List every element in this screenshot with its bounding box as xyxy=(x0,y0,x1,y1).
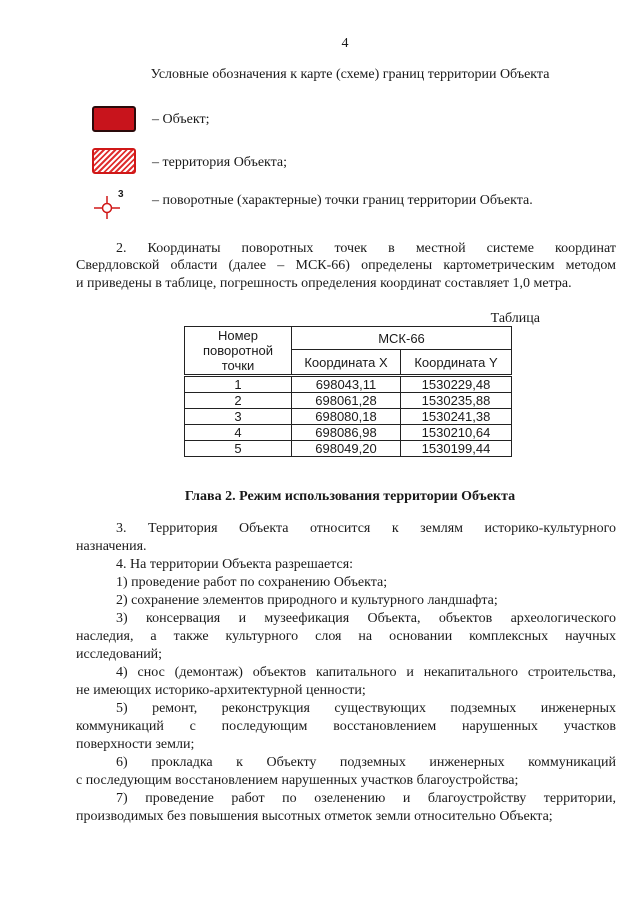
table-row xyxy=(185,441,512,457)
list-item-5-line1: 5) ремонт, реконструкция существующих подземных инженерных xyxy=(116,701,616,716)
paragraph-2-line2: Свердловской области (далее – МСК-66) определены картометрическим методом xyxy=(76,258,616,273)
list-item-7-line2: производимых без повышения высотных отметок земли относительно Объекта; xyxy=(76,809,553,824)
territory-hatch-icon xyxy=(92,148,136,174)
cell-coord-x: 698043,11 xyxy=(292,376,401,393)
header-msk66: МСК-66 xyxy=(292,327,512,350)
turning-point-icon xyxy=(92,186,136,220)
cell-point-number: 5 xyxy=(185,441,292,457)
cell-coord-y: 1530229,48 xyxy=(401,376,512,393)
list-item-4-line1: 4) снос (демонтаж) объектов капитального и некапитального строительства, xyxy=(116,665,616,680)
list-item-7-line1: 7) проведение работ по озеленению и благоустройству территории, xyxy=(116,791,616,806)
table-row xyxy=(185,425,512,441)
list-item-6-line2: с последующим восстановлением нарушенных участков благоустройства; xyxy=(76,773,519,788)
cell-coord-y: 1530210,64 xyxy=(401,425,512,441)
list-item-3-line3: исследований; xyxy=(76,647,163,662)
header-coord-x: Координата X xyxy=(292,350,401,376)
item-4: 4. На территории Объекта разрешается: xyxy=(116,557,354,572)
item-3-line1: 3. Территория Объекта относится к землям историко-культурного xyxy=(116,521,616,536)
coordinates-table xyxy=(184,326,512,457)
list-item-2: 2) сохранение элементов природного и культурного ландшафта; xyxy=(116,593,498,608)
paragraph-2-line1: 2. Координаты поворотных точек в местной системе координат xyxy=(116,241,616,256)
table-row xyxy=(185,376,512,393)
table-row xyxy=(185,393,512,409)
list-item-1: 1) проведение работ по сохранению Объекта; xyxy=(116,575,388,590)
legend-label-territory: – территория Объекта; xyxy=(152,155,288,170)
table-row xyxy=(185,409,512,425)
list-item-5-line3: поверхности земли; xyxy=(76,737,195,752)
cell-point-number: 3 xyxy=(185,409,292,425)
cell-point-number: 1 xyxy=(185,376,292,393)
cell-coord-x: 698086,98 xyxy=(292,425,401,441)
chapter-title: Глава 2. Режим использования территории Объекта xyxy=(184,489,516,504)
cell-coord-y: 1530199,44 xyxy=(401,441,512,457)
legend-title: Условные обозначения к карте (схеме) границ территории Объекта xyxy=(150,67,550,82)
cell-point-number: 2 xyxy=(185,393,292,409)
list-item-5-line2: коммуникаций с последующим восстановлением нарушенных участков xyxy=(76,719,616,734)
legend-label-turning-point: – поворотные (характерные) точки границ территории Объекта. xyxy=(152,193,533,208)
cell-coord-x: 698061,28 xyxy=(292,393,401,409)
turning-point-marker-label: 3 xyxy=(118,189,124,200)
header-point-number: Номер поворотной точки xyxy=(185,327,292,376)
cell-coord-y: 1530235,88 xyxy=(401,393,512,409)
list-item-6-line1: 6) прокладка к Объекту подземных инженерных коммуникаций xyxy=(116,755,616,770)
legend-label-object: – Объект; xyxy=(152,112,210,127)
list-item-4-line2: не имеющих историко-архитектурной ценности; xyxy=(76,683,366,698)
cell-coord-x: 698049,20 xyxy=(292,441,401,457)
cell-point-number: 4 xyxy=(185,425,292,441)
cell-coord-y: 1530241,38 xyxy=(401,409,512,425)
list-item-3-line2: наследия, а также культурного слоя на основании комплексных научных xyxy=(76,629,616,644)
table-caption: Таблица xyxy=(490,311,540,326)
header-coord-y: Координата Y xyxy=(401,350,512,376)
list-item-3-line1: 3) консервация и музеефикация Объекта, объектов археологического xyxy=(116,611,616,626)
cell-coord-x: 698080,18 xyxy=(292,409,401,425)
legend-item-object xyxy=(92,106,136,132)
object-fill-icon xyxy=(92,106,136,132)
page-number: 4 xyxy=(341,36,349,51)
paragraph-2-line3: и приведены в таблице, погрешность определения координат составляет 1,0 метра. xyxy=(76,276,572,291)
item-3-line2: назначения. xyxy=(76,539,147,554)
legend-item-territory xyxy=(92,148,136,174)
legend-item-turning-point xyxy=(92,186,136,220)
